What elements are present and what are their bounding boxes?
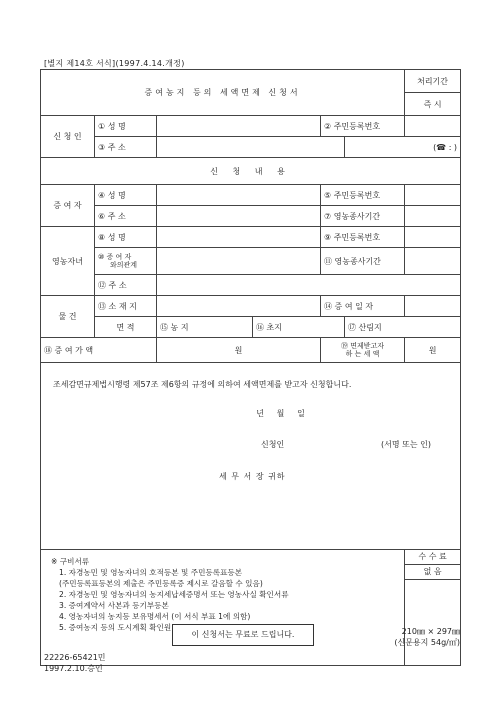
applicant-address-field[interactable] (157, 137, 345, 158)
exempt-tax-label-line-1: ⑲ 면제받고자 (341, 342, 385, 350)
applicant-phone-label: (☎ : ) (345, 137, 461, 158)
farmer-farming-period-label: ⑪ 영농종사기간 (321, 248, 405, 275)
fee-value: 없 음 (405, 565, 460, 580)
statement-sign-note: (서명 또는 인) (381, 440, 431, 449)
exempt-tax-label (321, 338, 405, 363)
document-item-2: 2. 자경농민 및 영농자녀의 농지세납세증명서 또는 영농사실 확인서류 (59, 590, 289, 599)
paper-weight: (신문용지 54g/㎡) (394, 638, 460, 647)
farmer-section-label: 영농자녀 (41, 227, 95, 296)
donor-address-label: ⑥ 주 소 (95, 206, 157, 227)
statement-signature-row (53, 439, 448, 451)
form-note: [별지 제14호 서식](1997.4.14.개정) (44, 59, 185, 68)
document-item-1: 1. 자경농민 및 영농자녀의 호적등본 및 주민등록표등본 (59, 568, 243, 577)
document-item-4: 4. 영농자녀의 농지등 보유명세서 (이 서식 부표 1에 의함) (59, 612, 251, 621)
donor-farming-period-field[interactable] (405, 206, 461, 227)
content-header: 신 청 내 용 (41, 158, 461, 185)
applicant-rrn-field[interactable] (405, 116, 461, 137)
farmer-farming-period-field[interactable] (405, 248, 461, 275)
donor-farming-period-label: ⑦ 영농종사기간 (321, 206, 405, 227)
donor-name-label: ④ 성 명 (95, 185, 157, 206)
property-grassland-label: ⑯ 초지 (253, 317, 345, 338)
processing-period-value: 즉 시 (405, 93, 461, 116)
applicant-section-label: 신 청 인 (41, 116, 95, 158)
statement-applicant-label: 신청인 (261, 440, 285, 449)
paper-size: 210㎜ × 297㎜ (401, 627, 460, 636)
gift-amount-unit: 원 (157, 338, 321, 363)
processing-period-label: 처리기간 (405, 70, 461, 93)
farmer-relation-field[interactable] (157, 248, 321, 275)
form-title: 증여농지 등의 세액면제 신청서 (41, 70, 405, 116)
property-gift-date-label: ⑭ 증 여 일 자 (321, 296, 405, 317)
fee-box (405, 550, 461, 666)
donor-rrn-label: ⑤ 주민등록번호 (321, 185, 405, 206)
farmer-rrn-label: ⑨ 주민등록번호 (321, 227, 405, 248)
form-code-line-2: 1997.2.10.승인 (44, 664, 103, 673)
donor-section-label: 증 여 자 (41, 185, 95, 227)
applicant-rrn-label: ② 주민등록번호 (321, 116, 405, 137)
property-location-label: ⑬ 소 재 지 (95, 296, 157, 317)
property-section-label: 물 건 (41, 296, 95, 338)
property-gift-date-field[interactable] (405, 296, 461, 317)
required-documents (41, 550, 405, 666)
statement-date-line: 년 월 일 (256, 409, 305, 418)
farmer-name-field[interactable] (157, 227, 321, 248)
form-code-line-1: 22226-65421민 (44, 653, 106, 662)
donor-name-field[interactable] (157, 185, 321, 206)
free-form-note: 이 신청서는 무료로 드립니다. (172, 624, 314, 646)
farmer-relation-label-line-1: ⑩ 증 여 자 (98, 253, 132, 261)
property-farmland-label: ⑮ 농 지 (157, 317, 253, 338)
applicant-name-label: ① 성 명 (95, 116, 157, 137)
fee-label: 수 수 료 (405, 550, 460, 565)
document-item-3: 3. 증여계약서 사본과 등기부등본 (59, 601, 169, 610)
document-item-5: 5. 증여농지 등의 도시계획 확인원 (59, 623, 172, 632)
property-location-field[interactable] (157, 296, 321, 317)
statement-text: 조세감면규제법시행령 제57조 제6항의 규정에 의하여 세액면제를 받고자 신청합니다. (53, 380, 352, 389)
exempt-tax-label-line-2: 하 는 세 액 (345, 350, 380, 358)
farmer-rrn-field[interactable] (405, 227, 461, 248)
donor-address-field[interactable] (157, 206, 321, 227)
farmer-relation-label-line-2: 와의관계 (110, 261, 138, 269)
applicant-name-field[interactable] (157, 116, 321, 137)
document-item-1-note: (주민등록표등본의 제출은 주민등록증 제시로 갈음할 수 있음) (59, 579, 263, 588)
statement-addressee: 세 무 서 장 귀하 (219, 472, 286, 481)
property-area-label: 면 적 (95, 317, 157, 338)
donor-rrn-field[interactable] (405, 185, 461, 206)
statement-section (41, 363, 461, 550)
application-form-table (40, 69, 461, 666)
farmer-name-label: ⑧ 성 명 (95, 227, 157, 248)
farmer-relation-label (95, 248, 157, 275)
documents-heading: ※ 구비서류 (51, 557, 90, 566)
form-code (44, 652, 106, 674)
applicant-address-label: ③ 주 소 (95, 137, 157, 158)
farmer-address-field[interactable] (157, 275, 461, 296)
gift-amount-label: ⑱ 증 여 가 액 (41, 338, 157, 363)
property-forest-label: ⑰ 산림지 (345, 317, 461, 338)
farmer-address-label: ⑫ 주 소 (95, 275, 157, 296)
exempt-tax-unit: 원 (405, 338, 461, 363)
paper-spec (376, 626, 460, 648)
